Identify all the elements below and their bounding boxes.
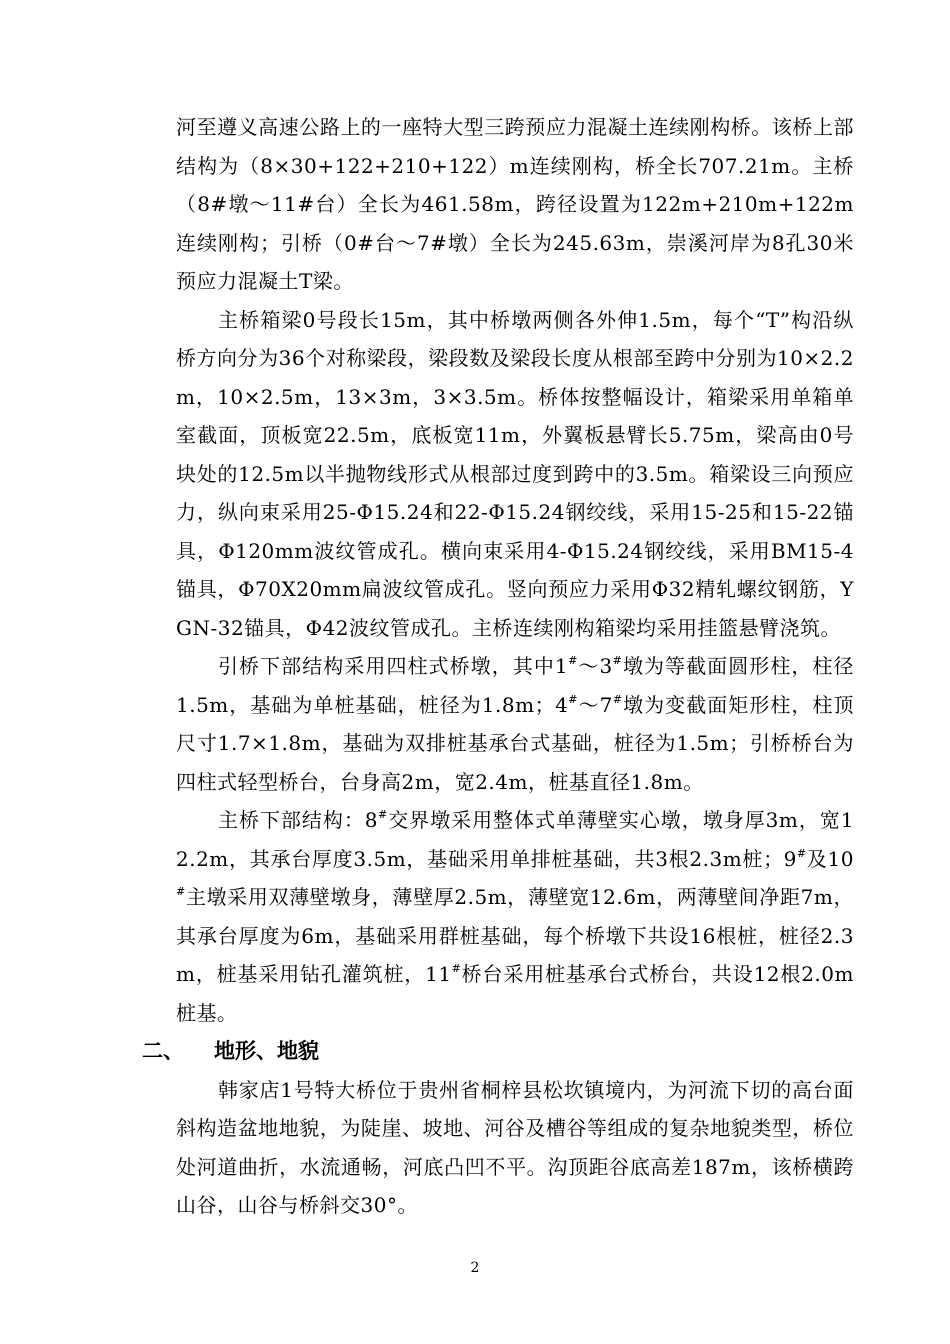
superscript-mark: # (378, 808, 388, 821)
superscript-mark: # (176, 885, 186, 898)
superscript-mark: # (612, 654, 623, 667)
superscript-mark: # (612, 692, 623, 706)
section-number: 二、 (142, 1039, 184, 1063)
paragraph-main-bridge-box-girder: 主桥箱梁0号段长15m，其中桥墩两侧各外伸1.5m，每个“T”构沿纵桥方向分为36个对称梁段，梁段数及梁段长度从根部至跨中分别为10×2.2m，10×2.5m，13×3m，3×3.5m。桥体按整幅设计，箱梁采用单箱单室截面，顶板宽22.5m，底板宽11m，外翼板悬臂长5.75m，梁高由0号块处的12.5m以半抛物线形式从根部过度到跨中的3.5m。箱梁设三向预应力，纵向束采用25-Φ15.24和22-Φ15.24钢绞线，采用15-25和15-22锚具，Φ120mm波纹管成孔。横向束采用4-Φ15.24钢绞线，采用BM15-4锚具，Φ70X20mm扁波纹管成孔。竖向预应力采用Φ32精轧螺纹钢筋，YGN-32锚具，Φ42波纹管成孔。主桥连续刚构箱梁均采用挂篮悬臂浇筑。 (176, 307, 854, 640)
paragraph-main-substructure: 主桥下部结构：8#交界墩采用整体式单薄壁实心墩，墩身厚3m，宽12.2m，其承台厚度3.5m，基础采用单排桩基础，共3根2.3m桩；9#及10#主墩采用双薄壁墩身，薄壁厚2.5m，薄壁宽12.6m，两薄壁间净距7m，其承台厚度为6m，基础采用群桩基础，每个桥墩下共设16根桩，桩径2.3m，桩基采用钻孔灌筑桩，11#桥台采用桩基承台式桥台，共设12根2.0m桩基。 (176, 808, 855, 1025)
page-number: 2 (470, 1260, 480, 1276)
paragraph-bridge-overview: 河至遵义高速公路上的一座特大型三跨预应力混凝土连续刚构桥。该桥上部结构为（8×30+122+210+122）m连续刚构，桥全长707.21m。主桥（8#墩～11#台）全长为461.58m，跨径设置为122m+210m+122m连续刚构；引桥（0#台～7#墩）全长为245.63m，崇溪河岸为8孔30米预应力混凝土T梁。 (176, 115, 854, 293)
paragraph-terrain: 韩家店1号特大桥位于贵州省桐梓县松坎镇境内，为河流下切的高台面斜构造盆地地貌，为陡崖、坡地、河谷及槽谷等组成的复杂地貌类型，桥位处河道曲折，水流通畅，河底凸凹不平。沟顶距谷底高差187m，该桥横跨山谷，山谷与桥斜交30°。 (176, 1077, 854, 1217)
superscript-mark: # (451, 962, 462, 975)
paragraph-approach-substructure: 引桥下部结构采用四柱式桥墩，其中1#～3#墩为等截面圆形柱，柱径1.5m，基础为单桩基础，桩径为1.8m；4#～7#墩为变截面矩形柱，柱顶尺寸1.7×1.8m，基础为双排桩基承台式基础，桩径为1.5m；引桥桥台为四柱式轻型桥台，台身高2m，宽2.4m，桩基直径1.8m。 (176, 654, 854, 794)
superscript-mark: # (796, 846, 807, 860)
section-title: 地形、地貌 (214, 1039, 319, 1063)
superscript-mark: # (568, 654, 578, 667)
section-heading (142, 1032, 854, 1071)
superscript-mark: # (568, 692, 579, 706)
body-text (142, 108, 855, 1225)
